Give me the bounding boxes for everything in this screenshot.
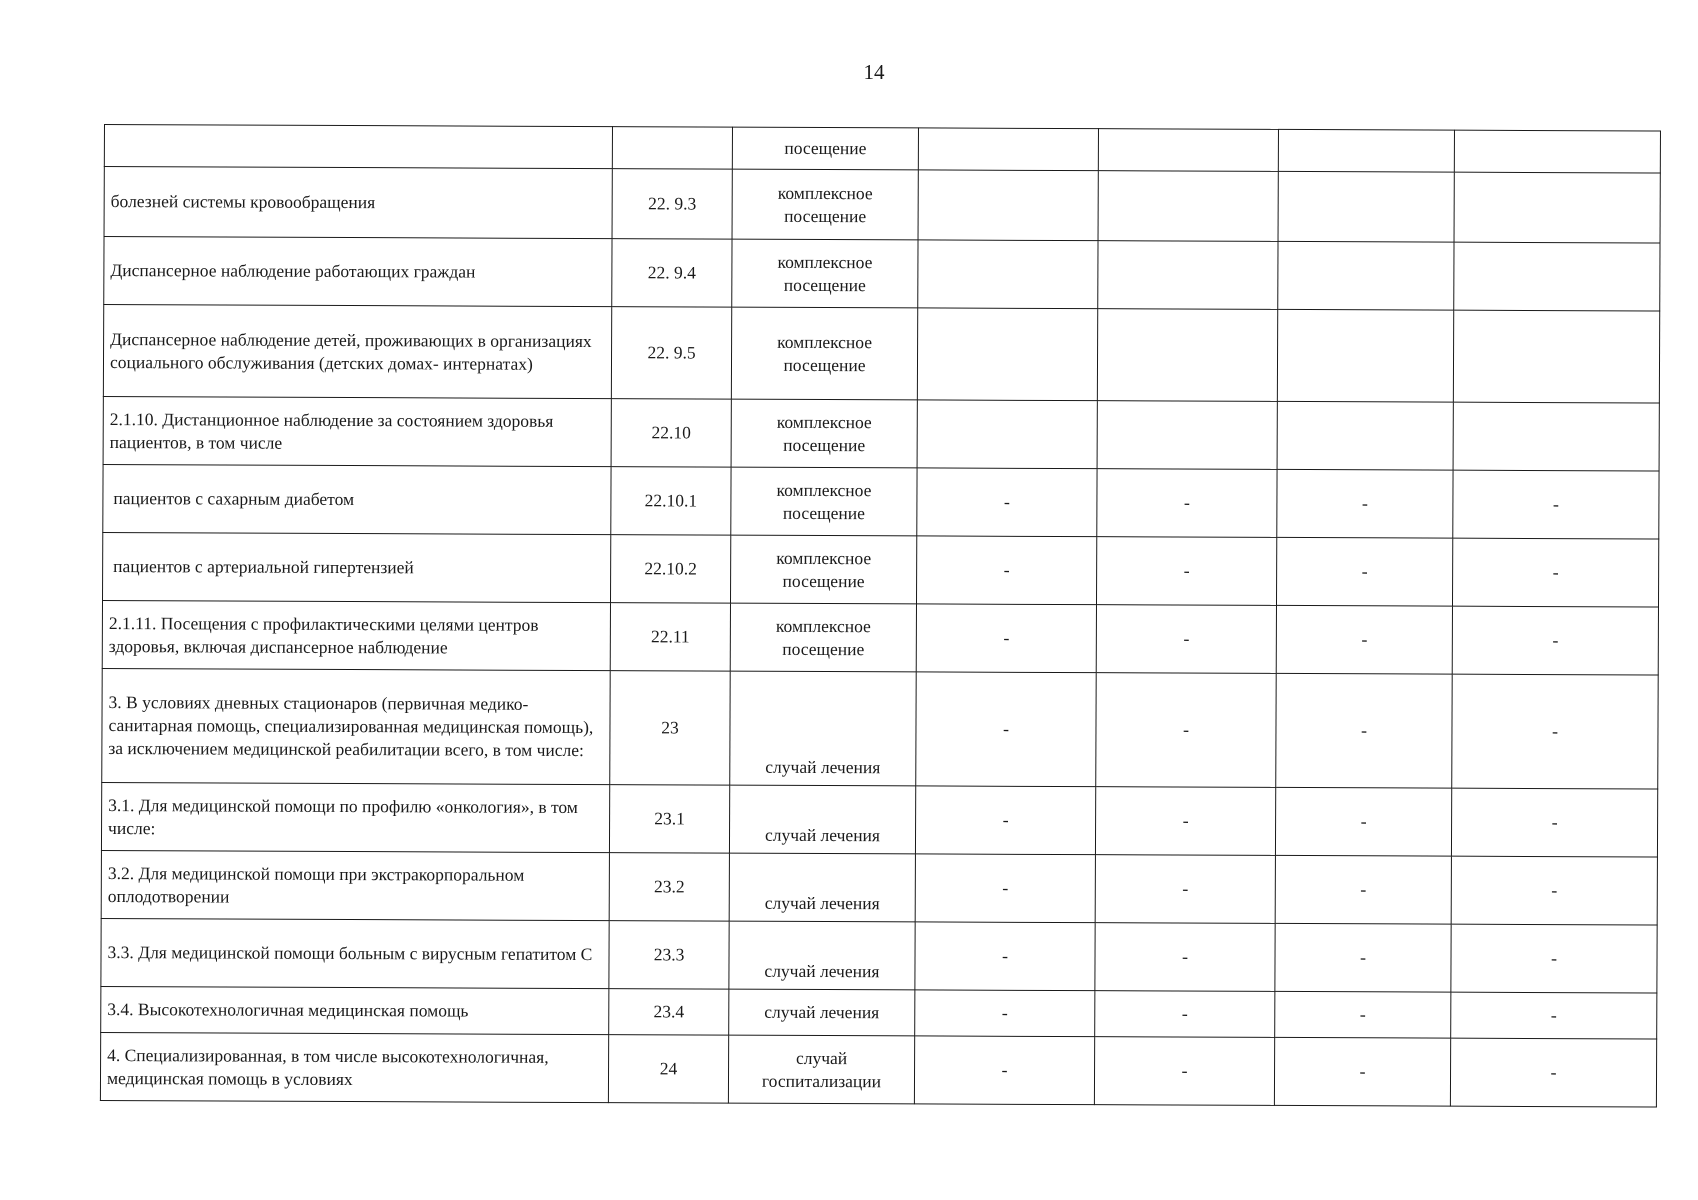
row-name: 2.1.11. Посещения с профилактическими целями центров здоровья, включая диспансерное наблюдение: [102, 600, 610, 670]
row-value-2: [1098, 129, 1278, 172]
table-row: [104, 167, 1660, 244]
row-unit: посещение: [732, 127, 918, 170]
row-value-4: [1453, 310, 1659, 403]
row-code: 22.10.1: [611, 467, 731, 536]
row-value-3: [1278, 171, 1454, 242]
row-name: [104, 125, 612, 169]
row-name: пациентов с сахарным диабетом: [103, 464, 611, 534]
row-value-3: -: [1275, 923, 1451, 992]
row-unit: случай лечения: [729, 989, 915, 1036]
page-number: 14: [863, 60, 885, 84]
row-code: 23.4: [609, 989, 729, 1036]
table-row: [101, 782, 1657, 857]
table-row: [103, 396, 1659, 471]
table-row: [101, 918, 1657, 993]
row-value-3: -: [1276, 605, 1452, 674]
row-value-1: [918, 240, 1098, 309]
row-name: 3.3. Для медицинской помощи больным с вирусным гепатитом С: [101, 918, 609, 988]
table-row: [101, 850, 1657, 925]
row-value-4: -: [1451, 788, 1657, 857]
row-value-4: [1453, 402, 1659, 471]
row-value-3: [1278, 129, 1454, 172]
row-value-4: [1454, 130, 1660, 173]
row-value-4: -: [1452, 538, 1658, 607]
row-value-2: -: [1095, 991, 1275, 1038]
row-value-2: -: [1095, 855, 1275, 924]
row-value-2: -: [1096, 605, 1276, 674]
row-value-1: -: [916, 536, 1096, 605]
row-value-1: -: [917, 468, 1097, 537]
table-row: [100, 1032, 1656, 1107]
table-row: [102, 600, 1658, 675]
row-code: 22.11: [610, 603, 730, 672]
row-value-3: -: [1277, 469, 1453, 538]
row-value-4: -: [1451, 992, 1657, 1039]
row-value-1: [917, 400, 1097, 469]
table-row: [103, 464, 1659, 539]
row-value-2: -: [1097, 469, 1277, 538]
table-row: [102, 668, 1658, 789]
row-value-1: [917, 308, 1097, 401]
row-unit: комплексное посещение: [730, 535, 916, 604]
row-value-4: [1454, 172, 1660, 243]
row-name: 3.1. Для медицинской помощи по профилю «онкология», в том числе:: [101, 782, 609, 852]
indicators-table: [100, 124, 1661, 1108]
row-value-4: -: [1451, 856, 1657, 925]
row-value-3: [1278, 241, 1454, 310]
row-code: 23: [610, 671, 730, 786]
row-value-2: -: [1094, 1037, 1274, 1106]
row-code: 24: [608, 1035, 728, 1104]
row-value-1: -: [915, 922, 1095, 991]
row-unit: случай лечения: [729, 921, 915, 990]
row-value-2: -: [1095, 787, 1275, 856]
row-value-1: -: [914, 1036, 1094, 1105]
row-value-1: -: [915, 786, 1095, 855]
row-name: болезней системы кровообращения: [104, 167, 612, 239]
row-value-4: -: [1452, 674, 1658, 789]
row-value-3: -: [1275, 787, 1451, 856]
row-unit: комплексное посещение: [731, 307, 917, 400]
row-value-4: [1454, 242, 1660, 311]
row-unit: комплексное посещение: [731, 467, 917, 536]
row-code: 22.10.2: [610, 535, 730, 604]
row-name: 2.1.10. Дистанционное наблюдение за состоянием здоровья пациентов, в том числе: [103, 396, 611, 466]
row-unit: комплексное посещение: [732, 239, 918, 308]
row-code: 22. 9.5: [611, 307, 731, 400]
row-value-1: -: [915, 854, 1095, 923]
row-code: 23.3: [609, 921, 729, 990]
row-value-3: -: [1276, 673, 1452, 788]
row-value-1: [918, 170, 1098, 241]
row-name: 3. В условиях дневных стационаров (первичная медико-санитарная помощь, специализированная медицинская помощь), за исключением медицинской реабилитации всего, в том числе:: [102, 668, 610, 784]
row-value-2: [1097, 309, 1277, 402]
row-unit: случай лечения: [729, 785, 915, 854]
row-value-4: -: [1453, 470, 1659, 539]
row-value-2: -: [1095, 923, 1275, 992]
row-value-1: -: [915, 990, 1095, 1037]
row-unit: комплексное посещение: [730, 603, 916, 672]
row-name: Диспансерное наблюдение детей, проживающих в организациях социального обслуживания (детских домах- интернатах): [103, 305, 611, 399]
row-code: 22. 9.3: [612, 169, 732, 240]
table-row: [104, 237, 1660, 312]
row-code: 23.2: [609, 853, 729, 922]
row-name: 3.4. Высокотехнологичная медицинская помощь: [101, 986, 609, 1034]
row-name: Диспансерное наблюдение работающих граждан: [104, 237, 612, 307]
row-value-4: -: [1450, 1038, 1656, 1107]
row-value-3: -: [1275, 855, 1451, 924]
row-name: 4. Специализированная, в том числе высокотехнологичная, медицинская помощь в условиях: [100, 1032, 608, 1102]
row-value-4: -: [1452, 606, 1658, 675]
row-unit: комплексное посещение: [732, 169, 918, 240]
row-value-1: -: [916, 604, 1096, 673]
row-value-3: -: [1276, 537, 1452, 606]
row-value-2: [1098, 241, 1278, 310]
row-unit: случай госпитализации: [728, 1035, 914, 1104]
row-value-1: -: [916, 672, 1096, 787]
row-code: 22.10: [611, 399, 731, 468]
row-code: 23.1: [609, 785, 729, 854]
row-value-2: -: [1096, 537, 1276, 606]
row-value-3: [1277, 309, 1453, 402]
row-unit: случай лечения: [730, 671, 916, 786]
row-value-2: [1098, 171, 1278, 242]
row-value-3: [1277, 401, 1453, 470]
row-value-1: [918, 128, 1098, 171]
row-unit: случай лечения: [729, 853, 915, 922]
row-value-2: [1097, 401, 1277, 470]
row-value-2: -: [1096, 673, 1276, 788]
table-row: [101, 986, 1657, 1039]
row-unit: комплексное посещение: [731, 399, 917, 468]
table-row: [103, 305, 1659, 404]
row-value-3: -: [1275, 991, 1451, 1038]
table-row: [103, 532, 1659, 607]
row-code: 22. 9.4: [612, 239, 732, 308]
row-name: пациентов с артериальной гипертензией: [103, 532, 611, 602]
row-value-4: -: [1451, 924, 1657, 993]
table-row: [104, 125, 1660, 174]
row-name: 3.2. Для медицинской помощи при экстракорпоральном оплодотворении: [101, 850, 609, 920]
row-value-3: -: [1274, 1037, 1450, 1106]
row-code: [612, 127, 732, 170]
